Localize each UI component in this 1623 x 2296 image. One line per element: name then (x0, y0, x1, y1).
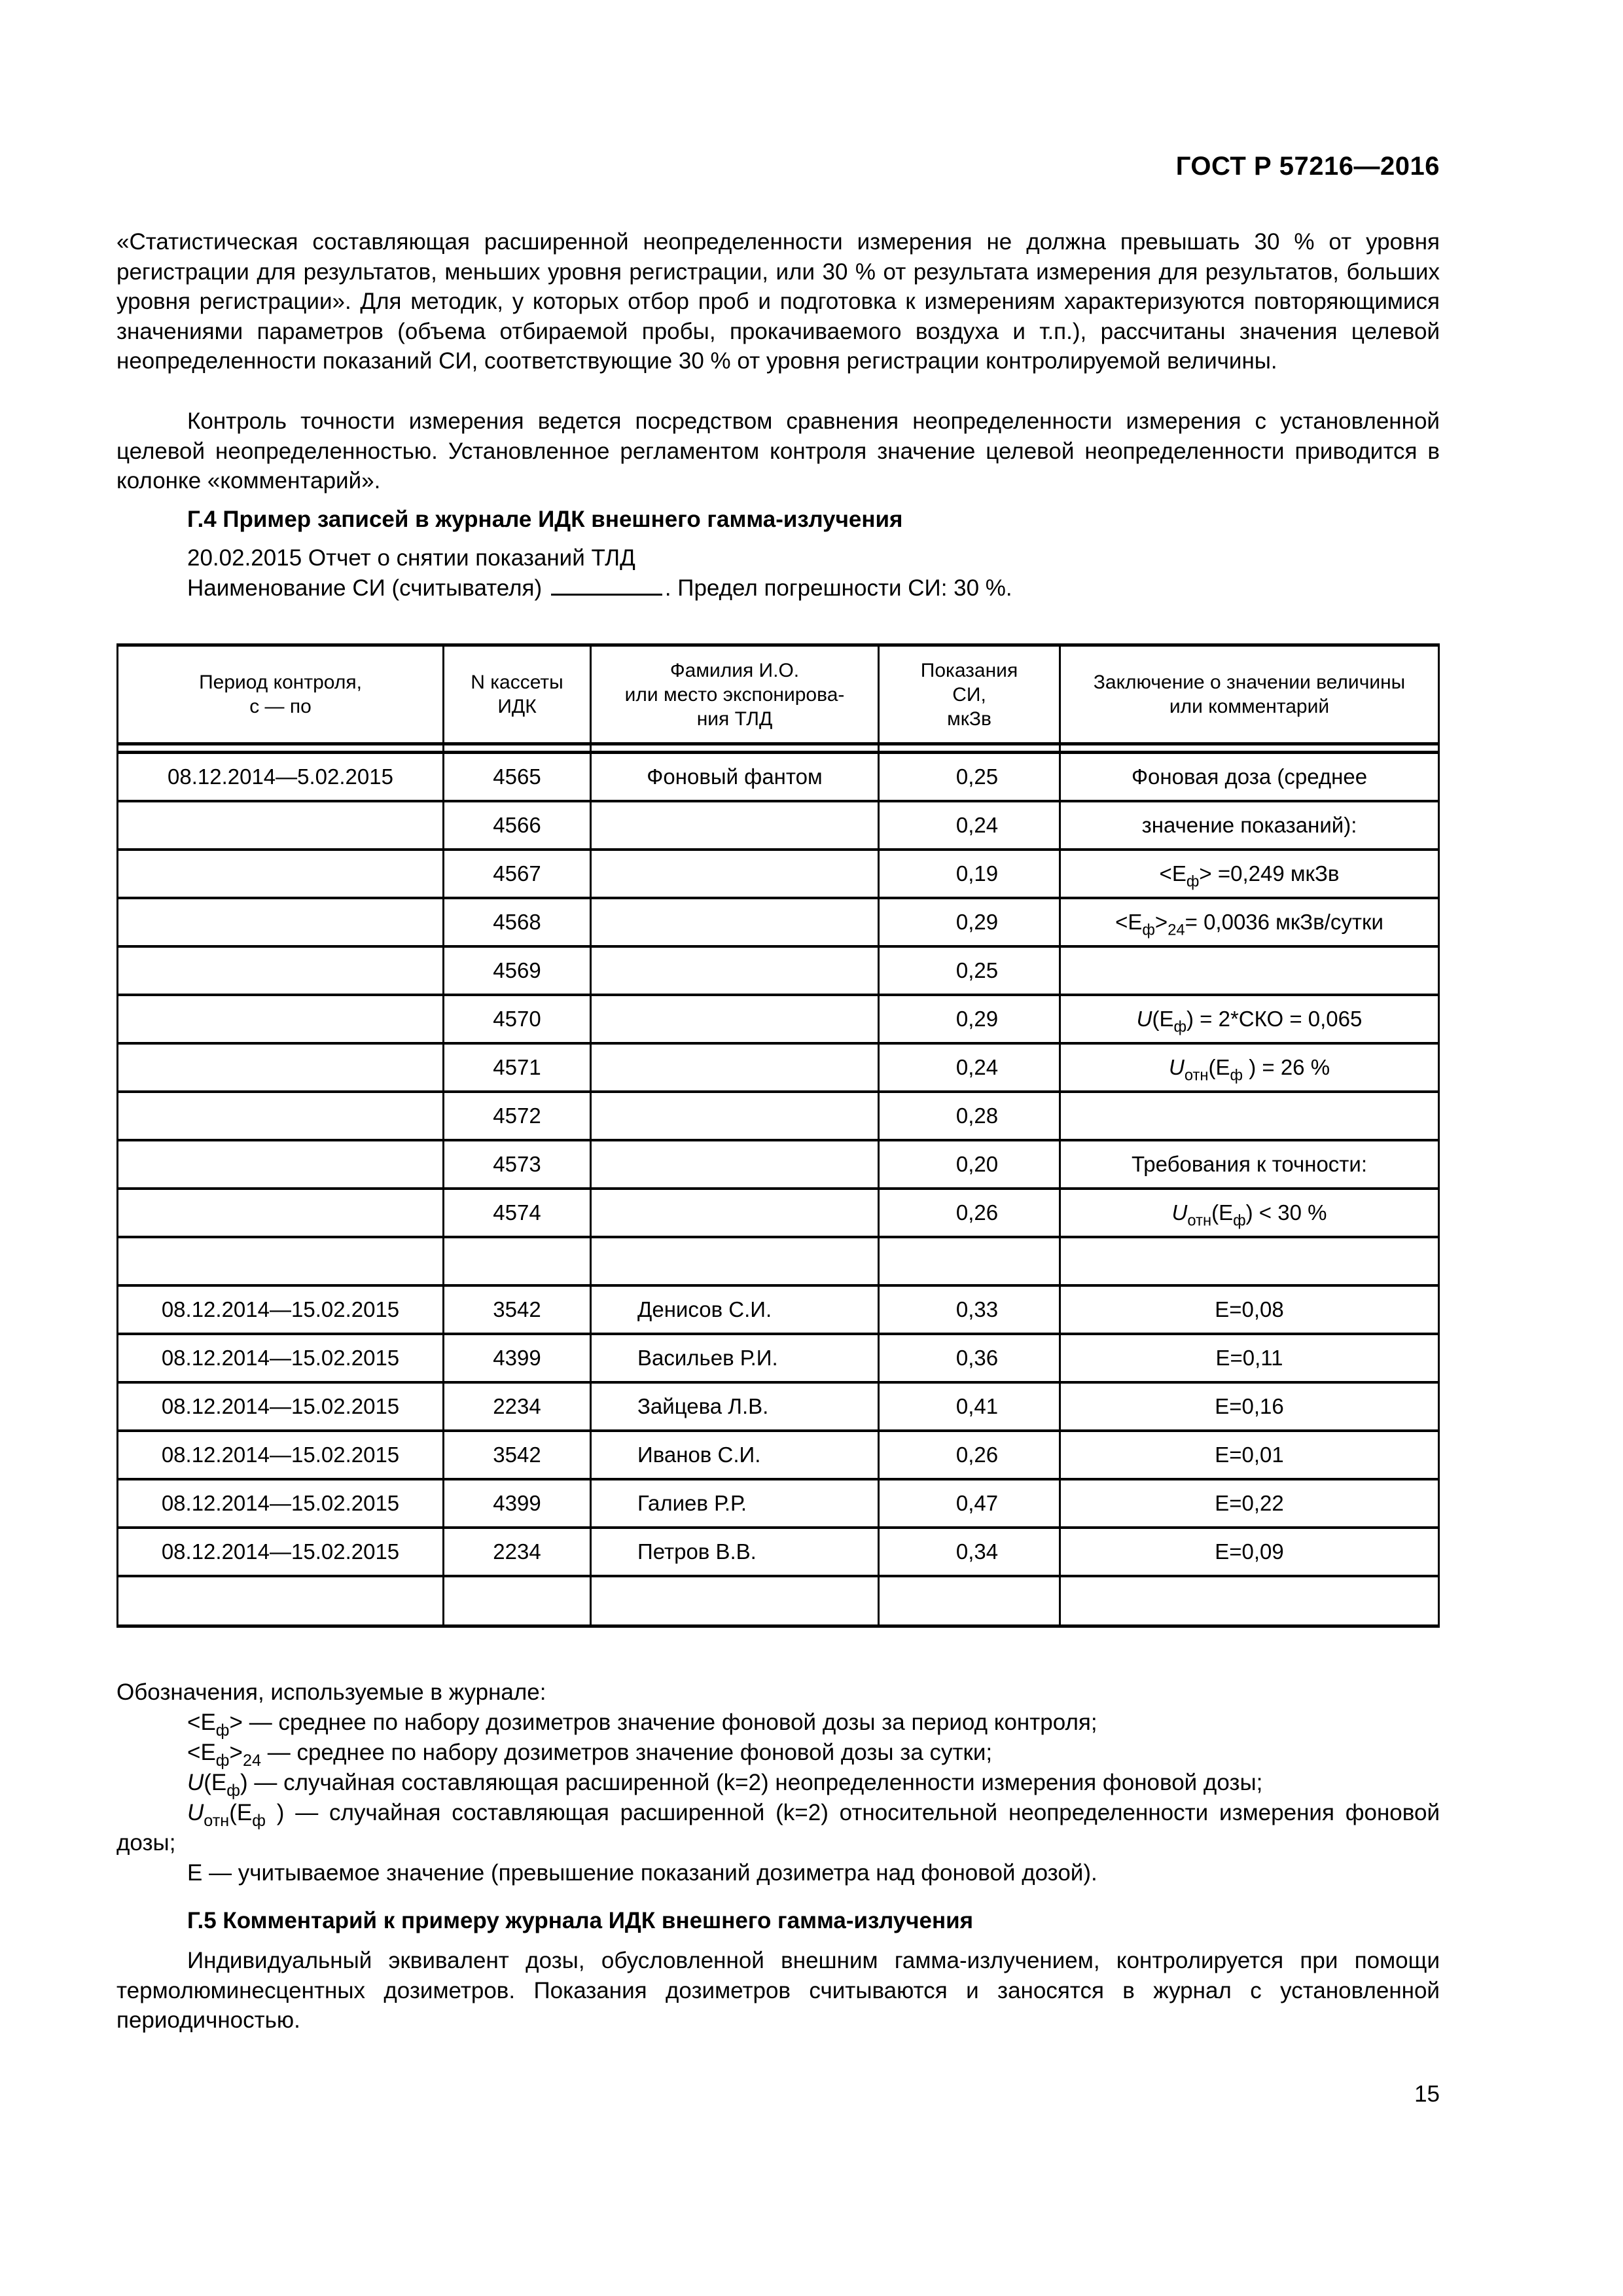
cell-name: Фоновый фантом (591, 753, 879, 802)
cell-comment: E=0,09 (1060, 1528, 1439, 1576)
cell-cassette: 2234 (444, 1382, 591, 1431)
cell-comment: E=0,08 (1060, 1285, 1439, 1334)
table-row (118, 1140, 1439, 1189)
table-row (118, 1479, 1439, 1528)
cell-cassette: 3542 (444, 1285, 591, 1334)
header-period: Период контроля, с — по (118, 645, 444, 744)
cell-period: 08.12.2014—15.02.2015 (118, 1431, 444, 1479)
cell-name: Зайцева Л.В. (591, 1382, 879, 1431)
cell-name (591, 1189, 879, 1237)
cell-cassette: 4566 (444, 801, 591, 850)
section-5-paragraph: Индивидуальный эквивалент дозы, обусловленной внешним гамма-излучением, контролируется при помощи термолюминесцентных дозиметров. Показания дозиметров считываются и заносятся в журнал с установленной периодичностью. (116, 1948, 1440, 2033)
cell-reading: 0,36 (879, 1334, 1060, 1382)
cell-name (591, 898, 879, 946)
cell-name (591, 1237, 879, 1285)
cell-name: Иванов С.И. (591, 1431, 879, 1479)
cell-name (591, 1140, 879, 1189)
cell-comment: E=0,01 (1060, 1431, 1439, 1479)
cell-comment: Требования к точности: (1060, 1140, 1439, 1189)
cell-reading: 0,19 (879, 850, 1060, 898)
section-4-title: Г.4 Пример записей в журнале ИДК внешнего гамма-излучения (187, 507, 903, 532)
cell-reading: 0,29 (879, 995, 1060, 1043)
cell-reading: 0,47 (879, 1479, 1060, 1528)
legend-item-uncertainty: $U(E_ф)$ — случайная составляющая расширенной (k=2) неопределенности измерения фоновой дозы; (187, 1770, 1263, 1800)
cell-cassette: 4567 (444, 850, 591, 898)
cell-cassette: 4399 (444, 1334, 591, 1382)
cell-period (118, 850, 444, 898)
table-row (118, 850, 1439, 898)
table-row (118, 1431, 1439, 1479)
table-row (118, 995, 1439, 1043)
cell-period: 08.12.2014—15.02.2015 (118, 1285, 444, 1334)
legend-item-mean-dose: $<E_ф>$ — среднее по набору дозиметров значение фоновой дозы за период контроля; (187, 1710, 1097, 1740)
cell-reading: 0,34 (879, 1528, 1060, 1576)
cell-period (118, 1043, 444, 1092)
page-number: 15 (1414, 2081, 1440, 2107)
cell-period: 08.12.2014—15.02.2015 (118, 1334, 444, 1382)
cell-reading: 0,41 (879, 1382, 1060, 1431)
cell-name: Галиев Р.Р. (591, 1479, 879, 1528)
legend-title: Обозначения, используемые в журнале: (116, 1679, 546, 1705)
cell-comment: E=0,22 (1060, 1479, 1439, 1528)
cell-name (591, 1092, 879, 1140)
cell-reading (879, 1576, 1060, 1626)
header-name: Фамилия И.О. или место экспонирова- ния ТЛД (591, 645, 879, 744)
cell-comment-relative-uncertainty: $U_{отн}(E_ф$ ) = 26 % (1060, 1043, 1439, 1092)
cell-cassette (444, 1237, 591, 1285)
header-separator (118, 744, 1439, 753)
reader-error-limit: . Предел погрешности СИ: 30 %. (664, 575, 1012, 601)
reader-name-blank (551, 575, 662, 596)
table-row-empty (118, 1237, 1439, 1285)
table-row (118, 1334, 1439, 1382)
cell-period: 08.12.2014—15.02.2015 (118, 1528, 444, 1576)
reader-line (187, 575, 1012, 601)
cell-comment: E=0,16 (1060, 1382, 1439, 1431)
table-row (118, 946, 1439, 995)
cell-cassette (444, 1576, 591, 1626)
cell-cassette: 3542 (444, 1431, 591, 1479)
cell-comment (1060, 946, 1439, 995)
cell-comment-mean-dose: $<E_ф> =0,249$ мкЗв (1060, 850, 1439, 898)
cell-reading: 0,33 (879, 1285, 1060, 1334)
legend-item-daily-dose: $<E_ф>_{24}$ — среднее по набору дозиметров значение фоновой дозы за сутки; (187, 1740, 993, 1770)
intro-paragraph-1: «Статистическая составляющая расширенной неопределенности измерения не должна превышать 30 % от уровня регистрации для результатов, меньших уровня регистрации, или 30 % от результата измерения для результатов, больших уровня регистрации». Для методик, у которых отбор проб и подготовка к измерениям характеризуются повторяющимися значениями параметров (объема отбираемой пробы, прокачиваемого воздуха и т.п.), рассчитаны значения целевой неопределенности показаний СИ, соответствующие 30 % от уровня регистрации контролируемой величины. (116, 229, 1440, 374)
header-comment: Заключение о значении величины или комментарий (1060, 645, 1439, 744)
legend-item-relative-uncertainty: $U_{отн}(E_ф$ ) — случайная составляющая расширенной (k=2) относительной неопределенности измерения фоновой дозы; (116, 1800, 1440, 1856)
cell-cassette: 4399 (444, 1479, 591, 1528)
table-row (118, 1092, 1439, 1140)
cell-reading: 0,29 (879, 898, 1060, 946)
cell-name: Петров В.В. (591, 1528, 879, 1576)
table-row (118, 753, 1439, 802)
cell-name (591, 1576, 879, 1626)
cell-period (118, 1140, 444, 1189)
table-row-empty (118, 1576, 1439, 1626)
cell-comment (1060, 1237, 1439, 1285)
cell-cassette: 4570 (444, 995, 591, 1043)
cell-period (118, 801, 444, 850)
table-row (118, 1043, 1439, 1092)
cell-cassette: 4569 (444, 946, 591, 995)
cell-period (118, 995, 444, 1043)
cell-comment (1060, 1576, 1439, 1626)
table-row (118, 1528, 1439, 1576)
cell-reading (879, 1237, 1060, 1285)
cell-reading: 0,25 (879, 946, 1060, 995)
report-line: 20.02.2015 Отчет о снятии показаний ТЛД (187, 545, 635, 571)
cell-cassette: 4574 (444, 1189, 591, 1237)
cell-period (118, 898, 444, 946)
cell-comment-daily-dose: $<E_ф>_{24}= 0,0036$ мкЗв/сутки (1060, 898, 1439, 946)
cell-name: Васильев Р.И. (591, 1334, 879, 1382)
cell-name (591, 946, 879, 995)
header-cassette: N кассеты ИДК (444, 645, 591, 744)
cell-name (591, 1043, 879, 1092)
cell-comment (1060, 1092, 1439, 1140)
cell-cassette: 4572 (444, 1092, 591, 1140)
cell-reading: 0,24 (879, 801, 1060, 850)
cell-comment: значение показаний): (1060, 801, 1439, 850)
table-row (118, 1189, 1439, 1237)
cell-reading: 0,20 (879, 1140, 1060, 1189)
journal-table (116, 643, 1440, 1628)
table-row (118, 1382, 1439, 1431)
cell-period (118, 946, 444, 995)
cell-name: Денисов С.И. (591, 1285, 879, 1334)
cell-comment: E=0,11 (1060, 1334, 1439, 1382)
cell-reading: 0,25 (879, 753, 1060, 802)
intro-paragraph-2: Контроль точности измерения ведется посредством сравнения неопределенности измерения с установленной целевой неопределенностью. Установленное регламентом контроля значение целевой неопределенности приводится в колонке «комментарий». (116, 408, 1440, 493)
legend-item-recorded-value: E — учитываемое значение (превышение показаний дозиметра над фоновой дозой). (187, 1860, 1097, 1886)
cell-comment-accuracy-requirement: $U_{отн}(E_ф) < 30$ % (1060, 1189, 1439, 1237)
cell-period (118, 1237, 444, 1285)
cell-period: 08.12.2014—15.02.2015 (118, 1382, 444, 1431)
cell-name (591, 801, 879, 850)
table-header-row (118, 645, 1439, 744)
cell-reading: 0,28 (879, 1092, 1060, 1140)
cell-cassette: 4565 (444, 753, 591, 802)
cell-name (591, 995, 879, 1043)
cell-period: 08.12.2014—5.02.2015 (118, 753, 444, 802)
cell-reading: 0,26 (879, 1431, 1060, 1479)
cell-cassette: 2234 (444, 1528, 591, 1576)
cell-period (118, 1189, 444, 1237)
cell-period (118, 1576, 444, 1626)
cell-reading: 0,24 (879, 1043, 1060, 1092)
table-row (118, 1285, 1439, 1334)
cell-comment: Фоновая доза (среднее (1060, 753, 1439, 802)
cell-comment-uncertainty: $U(E_ф) = 2*СКО = 0,065$ (1060, 995, 1439, 1043)
cell-reading: 0,26 (879, 1189, 1060, 1237)
table-row (118, 801, 1439, 850)
header-reading: Показания СИ, мкЗв (879, 645, 1060, 744)
cell-cassette: 4571 (444, 1043, 591, 1092)
legend (116, 1677, 1440, 1888)
cell-period: 08.12.2014—15.02.2015 (118, 1479, 444, 1528)
cell-cassette: 4573 (444, 1140, 591, 1189)
reader-label: Наименование СИ (считывателя) (187, 575, 543, 601)
cell-period (118, 1092, 444, 1140)
document-code: ГОСТ Р 57216—2016 (1175, 152, 1440, 181)
section-5-title: Г.5 Комментарий к примеру журнала ИДК внешнего гамма-излучения (187, 1908, 974, 1933)
table-row (118, 898, 1439, 946)
cell-cassette: 4568 (444, 898, 591, 946)
cell-name (591, 850, 879, 898)
